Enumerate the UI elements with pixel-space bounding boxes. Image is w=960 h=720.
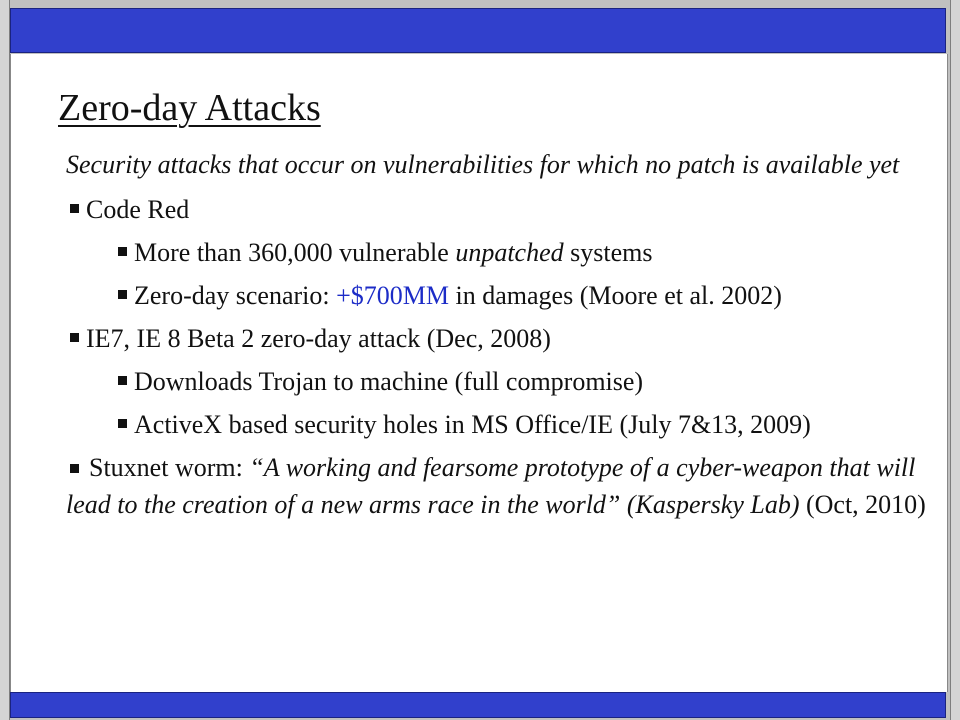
sub-bullet-text: More than 360,000 vulnerable unpatched systems bbox=[134, 238, 653, 267]
right-frame-border bbox=[950, 0, 960, 720]
sub-bullet-trojan bbox=[114, 363, 926, 400]
bottom-accent-bar bbox=[10, 692, 946, 718]
square-bullet-icon bbox=[114, 363, 134, 400]
square-bullet-icon bbox=[66, 320, 86, 357]
emphasis-text: unpatched bbox=[455, 238, 564, 267]
quote-text: “A working and fearsome prototype of a cyber-weapon that will lead to the creation of a new arms race in the world” (Kaspersky Lab) bbox=[66, 453, 916, 519]
sub-bullet-text: Downloads Trojan to machine (full compromise) bbox=[134, 367, 644, 396]
square-bullet-icon bbox=[114, 234, 134, 271]
square-bullet-icon bbox=[66, 191, 86, 228]
bullet-ie-attack bbox=[66, 320, 926, 357]
bullet-code-red bbox=[66, 191, 926, 228]
left-frame-border bbox=[0, 0, 10, 720]
damage-amount: +$700MM bbox=[336, 281, 450, 310]
sub-bullet-text: Zero-day scenario: +$700MM in damages (Moore et al. 2002) bbox=[134, 281, 782, 310]
sub-bullet-unpatched bbox=[114, 234, 926, 271]
sub-bullet-text: ActiveX based security holes in MS Office/IE (July 7&13, 2009) bbox=[134, 410, 811, 439]
square-bullet-icon bbox=[114, 277, 134, 314]
square-bullet-icon bbox=[70, 464, 79, 473]
bullet-text: Code Red bbox=[86, 195, 190, 224]
sub-bullet-damages bbox=[114, 277, 926, 314]
top-accent-bar bbox=[10, 8, 946, 53]
slide-body bbox=[66, 146, 926, 523]
slide-title: Zero-day Attacks bbox=[58, 87, 321, 129]
sub-bullet-activex bbox=[114, 406, 926, 443]
intro-text: Security attacks that occur on vulnerabilities for which no patch is available yet bbox=[66, 150, 900, 179]
bullet-stuxnet: Stuxnet worm: “A working and fearsome prototype of a cyber-weapon that will lead to the creation of a new arms race in the world” (Kaspersky Lab) (Oct, 2010) bbox=[66, 453, 926, 519]
bullet-text: IE7, IE 8 Beta 2 zero-day attack (Dec, 2008) bbox=[86, 324, 551, 353]
square-bullet-icon bbox=[114, 406, 134, 443]
